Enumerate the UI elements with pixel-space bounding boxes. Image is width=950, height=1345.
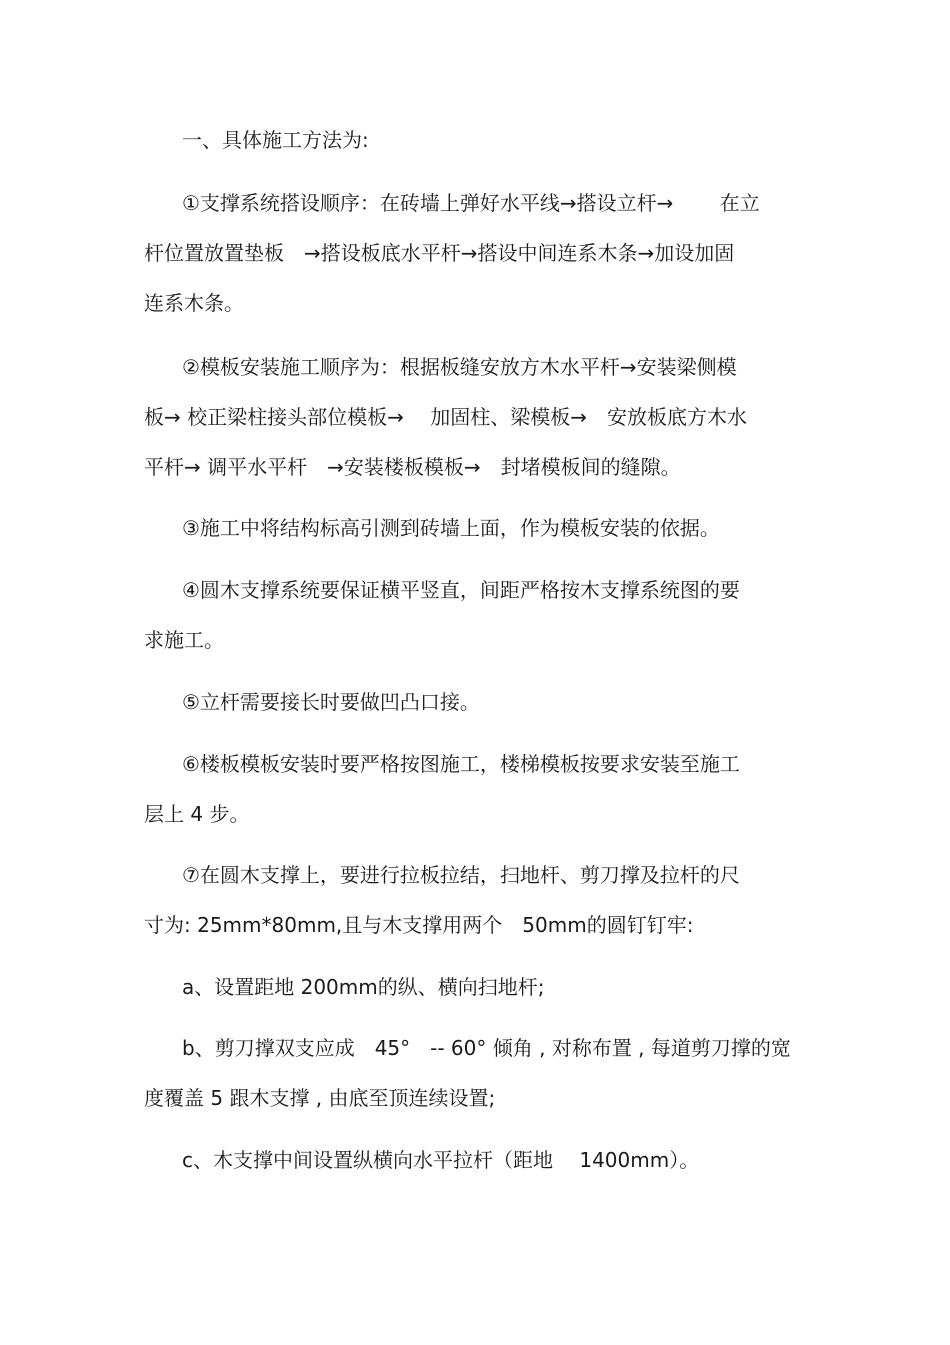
paragraph-3 <box>144 503 804 553</box>
paragraph-7 <box>144 850 804 950</box>
paragraph-line: 层上 4 步。 <box>144 802 250 826</box>
paragraph-5 <box>144 677 804 727</box>
paragraph-line: ⑦在圆木支撑上，要进行拉板拉结，扫地杆、剪刀撑及拉杆的尺 <box>182 863 740 887</box>
paragraph-2 <box>144 342 804 492</box>
paragraph-9 <box>144 1023 804 1123</box>
paragraph-line: 板→ 校正梁柱接头部位模板→ 加固柱、梁模板→ 安放板底方木水 <box>144 405 747 429</box>
paragraph-8 <box>144 962 804 1012</box>
paragraph-line: c、木支撑中间设置纵横向水平拉杆（距地 1400mm）。 <box>182 1148 700 1172</box>
paragraph-line: 平杆→ 调平水平杆 →安装楼板模板→ 封堵模板间的缝隙。 <box>144 455 681 479</box>
paragraph-line: 连系木条。 <box>144 291 244 315</box>
paragraph-10 <box>144 1135 804 1185</box>
paragraph-line: a、设置距地 200mm的纵、横向扫地杆; <box>182 975 545 999</box>
paragraph-line: 寸为: 25mm*80mm,且与木支撑用两个 50mm的圆钉钉牢: <box>144 913 694 937</box>
paragraph-line: b、剪刀撑双支应成 45° -- 60° 倾角 , 对称布置 , 每道剪刀撑的宽 <box>182 1036 791 1060</box>
paragraph-line: ④圆木支撑系统要保证横平竖直，间距严格按木支撑系统图的要 <box>182 578 740 602</box>
paragraph-6 <box>144 739 804 839</box>
section-heading <box>144 115 842 165</box>
paragraph-line: ⑥楼板模板安装时要严格按图施工，楼梯模板按要求安装至施工 <box>182 752 740 776</box>
paragraph-4 <box>144 565 804 665</box>
paragraph-1 <box>144 178 804 328</box>
paragraph-line: 求施工。 <box>144 628 224 652</box>
heading-line: 一、具体施工方法为: <box>182 128 369 152</box>
paragraph-line: ③施工中将结构标高引测到砖墙上面，作为模板安装的依据。 <box>182 516 720 540</box>
paragraph-line: 度覆盖 5 跟木支撑 , 由底至顶连续设置; <box>144 1086 496 1110</box>
paragraph-line: ①支撑系统搭设顺序：在砖墙上弹好水平线→搭设立杆→ 在立 <box>182 191 760 215</box>
paragraph-line: ②模板安装施工顺序为：根据板缝安放方木水平杆→安装梁侧模 <box>182 355 737 379</box>
paragraph-line: ⑤立杆需要接长时要做凹凸口接。 <box>182 690 480 714</box>
paragraph-line: 杆位置放置垫板 →搭设板底水平杆→搭设中间连系木条→加设加固 <box>144 241 735 265</box>
